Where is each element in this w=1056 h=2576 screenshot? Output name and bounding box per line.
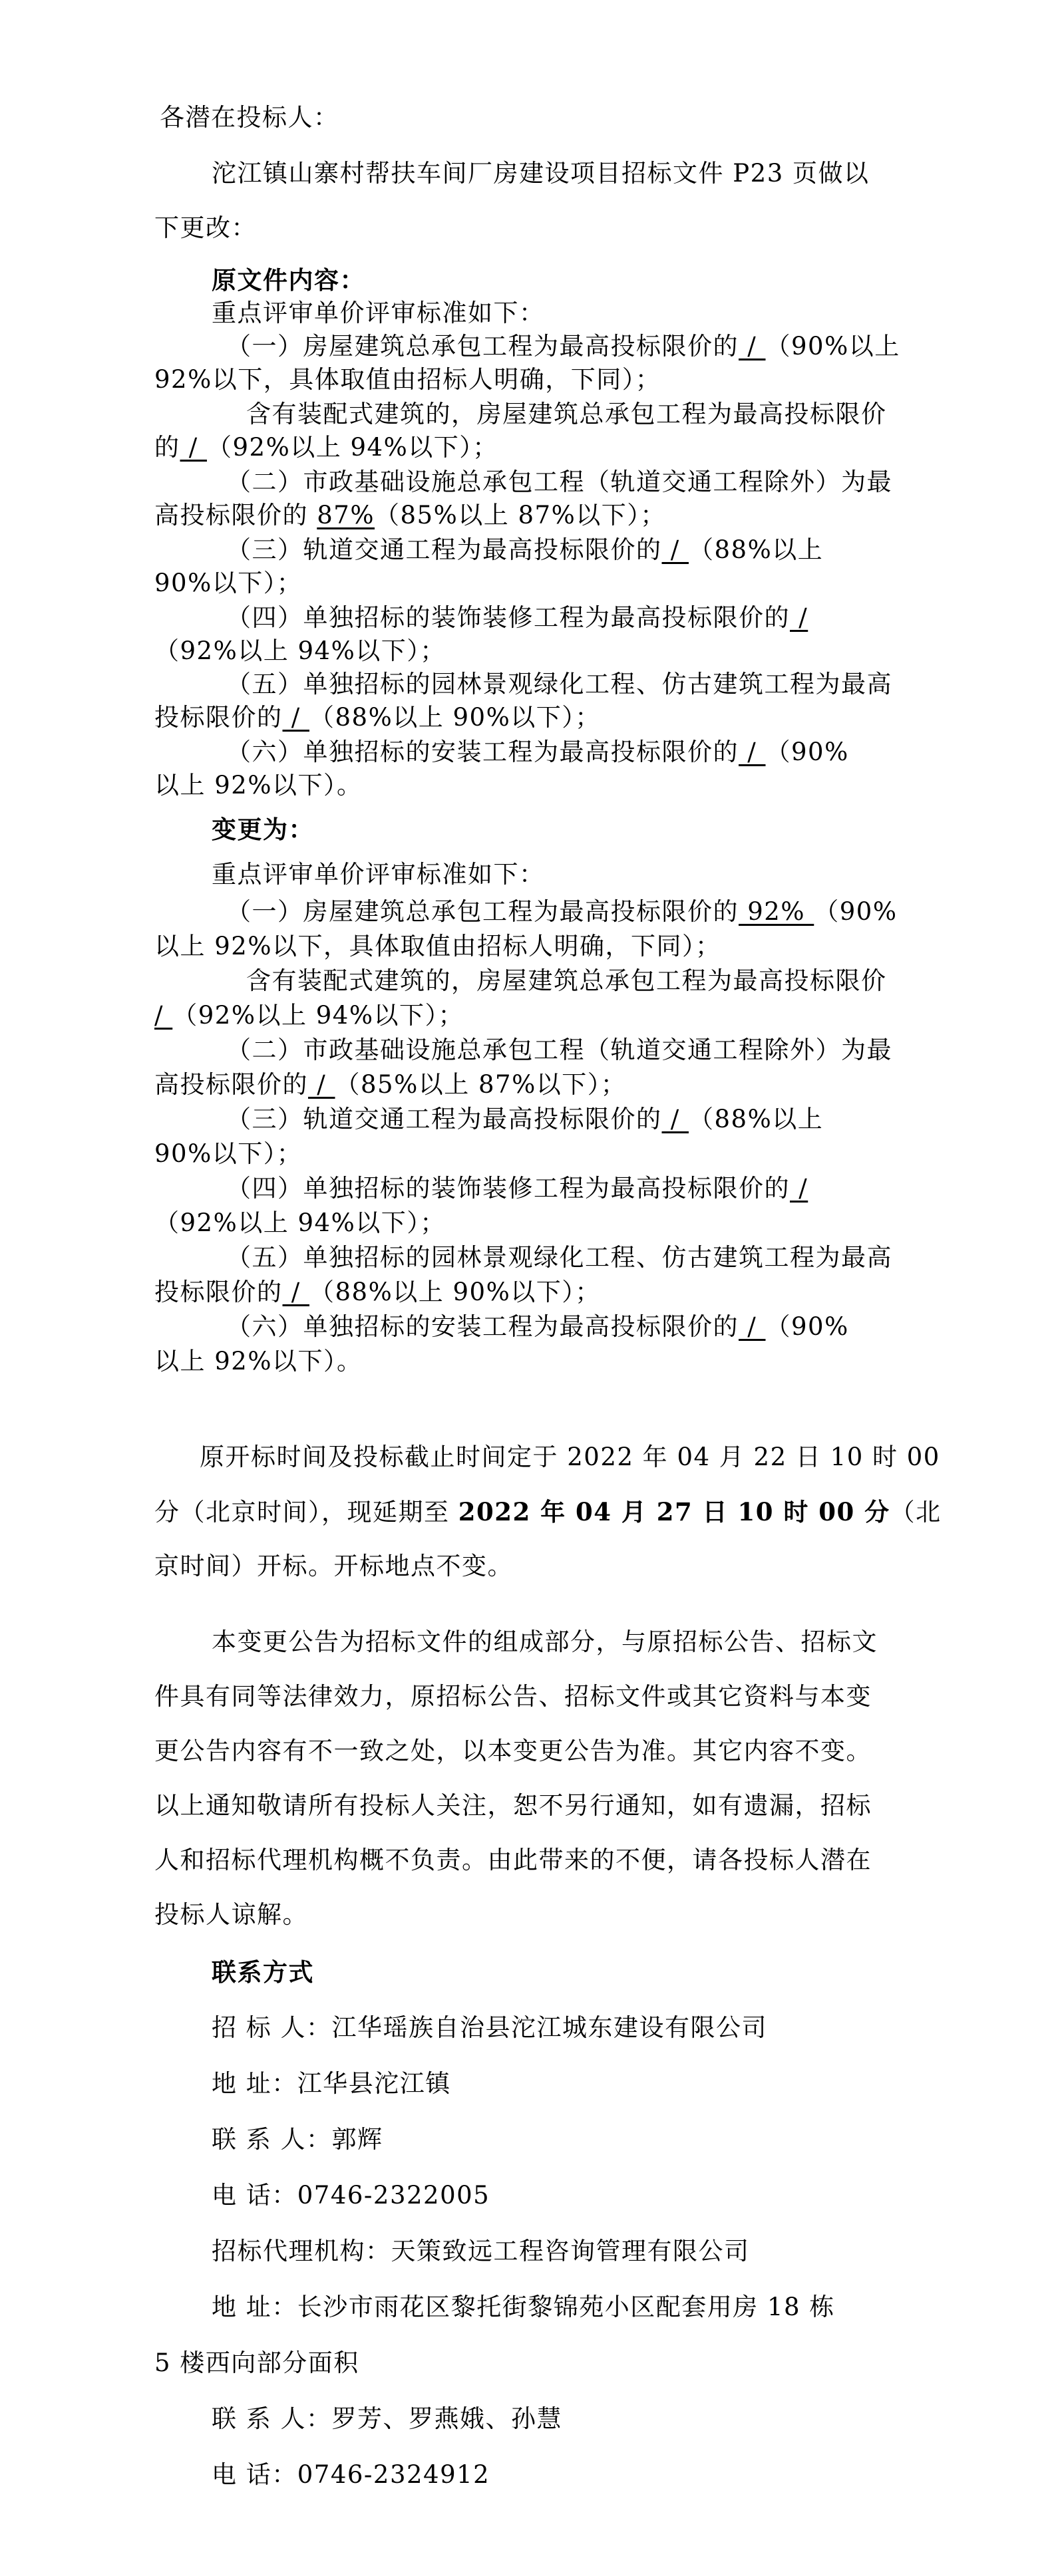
- original-item-1-line-1: [226, 330, 900, 363]
- changed-item-3-line-1: [226, 1103, 823, 1136]
- original-item-4-text: （四）单独招标的装饰装修工程为最高投标限价的: [226, 603, 790, 632]
- greeting: 各潜在投标人：: [160, 103, 339, 132]
- changed-item-1b-value: /: [154, 1001, 173, 1030]
- schedule-line-3: 京时间）开标。开标地点不变。: [154, 1552, 513, 1580]
- notice-line-4: 以上通知敬请所有投标人关注，恕不另行通知，如有遗漏，招标: [154, 1791, 872, 1820]
- notice-line-6: 投标人谅解。: [154, 1900, 308, 1929]
- tenderer-contact-person: 联 系 人：郭辉: [212, 2125, 383, 2154]
- tenderer-name: 招 标 人：江华瑶族自治县沱江城东建设有限公司: [212, 2013, 768, 2042]
- agency-address-line-2: 5 楼西向部分面积: [154, 2349, 359, 2377]
- original-item-3-text: （三）轨道交通工程为最高投标限价的: [226, 535, 662, 564]
- original-item-6-line-2: 以上 92%以下）。: [154, 771, 363, 799]
- changed-item-4-text: （四）单独招标的装饰装修工程为最高投标限价的: [226, 1174, 790, 1203]
- changed-item-4-line-2: （92%以上 94%以下）；: [154, 1209, 446, 1237]
- original-item-2-line-2: [154, 499, 666, 532]
- original-item-2-range: （85%以上 87%以下）；: [375, 501, 666, 529]
- original-item-5-line-1: （五）单独招标的园林景观绿化工程、仿古建筑工程为最高: [226, 670, 892, 698]
- original-item-1-range: （90%以上: [765, 332, 900, 360]
- changed-item-1-text: （一）房屋建筑总承包工程为最高投标限价的: [226, 897, 739, 926]
- notice-line-1: 本变更公告为招标文件的组成部分，与原招标公告、招标文: [212, 1628, 878, 1656]
- changed-item-3-value: /: [661, 1105, 689, 1133]
- original-item-1b-line-1: 含有装配式建筑的，房屋建筑总承包工程为最高投标限价: [246, 400, 887, 428]
- changed-item-5-value: /: [282, 1278, 309, 1306]
- changed-item-6-line-2: 以上 92%以下）。: [154, 1347, 363, 1375]
- original-item-1-value: /: [739, 332, 766, 360]
- agency-name: 招标代理机构：天策致远工程咨询管理有限公司: [212, 2237, 750, 2265]
- original-item-1b-range: （92%以上 94%以下）；: [207, 433, 498, 462]
- original-item-5-text: 投标限价的: [154, 703, 283, 732]
- original-item-1b-line-2: [154, 431, 498, 464]
- schedule-line-2-suffix: （北: [890, 1498, 942, 1526]
- changed-item-1-range: （90%: [814, 897, 898, 926]
- original-item-6-text: （六）单独招标的安装工程为最高投标限价的: [226, 738, 739, 766]
- contact-heading: 联系方式: [212, 1957, 314, 1987]
- original-item-1-text: （一）房屋建筑总承包工程为最高投标限价的: [226, 332, 739, 360]
- agency-phone: 电 话：0746-2324912: [212, 2460, 490, 2489]
- changed-item-4-line-1: [226, 1172, 808, 1205]
- changed-item-2-value: /: [308, 1070, 335, 1099]
- changed-item-2-range: （85%以上 87%以下）；: [335, 1070, 627, 1099]
- original-item-3-value: /: [661, 535, 689, 564]
- changed-item-6-value: /: [739, 1312, 766, 1341]
- changed-item-6-text: （六）单独招标的安装工程为最高投标限价的: [226, 1312, 739, 1341]
- original-item-5-line-2: [154, 701, 601, 734]
- changed-item-6-line-1: [226, 1310, 849, 1344]
- original-item-4-line-2: （92%以上 94%以下）；: [154, 637, 446, 665]
- changed-item-1-line-1: [226, 895, 898, 929]
- notice-line-2: 件具有同等法律效力，原招标公告、招标文件或其它资料与本变: [154, 1682, 872, 1711]
- changed-item-5-line-2: [154, 1276, 601, 1309]
- original-item-4-line-1: [226, 601, 808, 635]
- changed-criteria-intro: 重点评审单价评审标准如下：: [212, 860, 545, 889]
- changed-item-2-line-1: （二）市政基础设施总承包工程（轨道交通工程除外）为最: [226, 1036, 892, 1064]
- notice-line-5: 人和招标代理机构概不负责。由此带来的不便，请各投标人潜在: [154, 1846, 872, 1874]
- original-item-6-line-1: [226, 736, 849, 769]
- changed-item-2-text: 高投标限价的: [154, 1070, 308, 1099]
- original-item-5-range: （88%以上 90%以下）；: [309, 703, 601, 732]
- changed-item-6-range: （90%: [765, 1312, 849, 1341]
- changed-item-1b-line-2: [154, 999, 464, 1032]
- changed-item-5-line-1: （五）单独招标的园林景观绿化工程、仿古建筑工程为最高: [226, 1243, 892, 1272]
- original-heading: 原文件内容：: [212, 265, 365, 295]
- changed-item-3-text: （三）轨道交通工程为最高投标限价的: [226, 1105, 662, 1133]
- changed-item-1-value: 92%: [739, 897, 814, 926]
- original-item-3-line-2: 90%以下）；: [154, 569, 303, 597]
- schedule-line-2-prefix: 分（北京时间），现延期至: [154, 1498, 458, 1526]
- original-item-3-range: （88%以上: [689, 535, 824, 564]
- agency-address-line-1: 地 址：长沙市雨花区黎托街黎锦苑小区配套用房 18 栋: [212, 2293, 835, 2321]
- changed-item-1b-range: （92%以上 94%以下）；: [172, 1001, 464, 1030]
- original-item-5-value: /: [282, 703, 309, 732]
- original-item-3-line-1: [226, 533, 823, 567]
- original-item-6-range: （90%: [765, 738, 849, 766]
- intro-line-2: 下更改：: [154, 214, 257, 242]
- changed-item-4-value: /: [790, 1174, 808, 1203]
- schedule-line-1: 原开标时间及投标截止时间定于 2022 年 04 月 22 日 10 时 00: [200, 1443, 940, 1471]
- tenderer-phone: 电 话：0746-2322005: [212, 2181, 490, 2210]
- original-item-2-text: 高投标限价的: [154, 501, 317, 529]
- original-item-1b-prefix: 的: [154, 433, 180, 462]
- original-item-2-value: 87%: [317, 501, 375, 529]
- schedule-line-2: [154, 1495, 942, 1529]
- original-item-2-line-1: （二）市政基础设施总承包工程（轨道交通工程除外）为最: [226, 468, 892, 496]
- tenderer-address: 地 址：江华县沱江镇: [212, 2069, 451, 2098]
- changed-item-2-line-2: [154, 1068, 626, 1101]
- original-item-1-line-2: 92%以下，具体取值由招标人明确，下同）；: [154, 365, 661, 394]
- original-item-1b-value: /: [180, 433, 207, 462]
- changed-heading: 变更为：: [212, 815, 314, 844]
- changed-item-5-range: （88%以上 90%以下）；: [309, 1278, 601, 1306]
- notice-line-3: 更公告内容有不一致之处，以本变更公告为准。其它内容不变。: [154, 1737, 872, 1765]
- changed-item-3-range: （88%以上: [689, 1105, 824, 1133]
- original-item-6-value: /: [739, 738, 766, 766]
- original-criteria-intro: 重点评审单价评审标准如下：: [212, 299, 545, 327]
- intro-line-1: 沱江镇山寨村帮扶车间厂房建设项目招标文件 P23 页做以: [212, 159, 870, 188]
- changed-item-3-line-2: 90%以下）；: [154, 1139, 303, 1168]
- new-deadline: 2022 年 04 月 27 日 10 时 00 分: [458, 1497, 890, 1526]
- original-item-4-value: /: [790, 603, 808, 632]
- agency-contact-person: 联 系 人：罗芳、罗燕娥、孙慧: [212, 2404, 563, 2433]
- changed-item-5-text: 投标限价的: [154, 1278, 283, 1306]
- changed-item-1-line-2: 以上 92%以下，具体取值由招标人明确，下同）；: [154, 932, 721, 960]
- changed-item-1b-line-1: 含有装配式建筑的，房屋建筑总承包工程为最高投标限价: [246, 966, 887, 995]
